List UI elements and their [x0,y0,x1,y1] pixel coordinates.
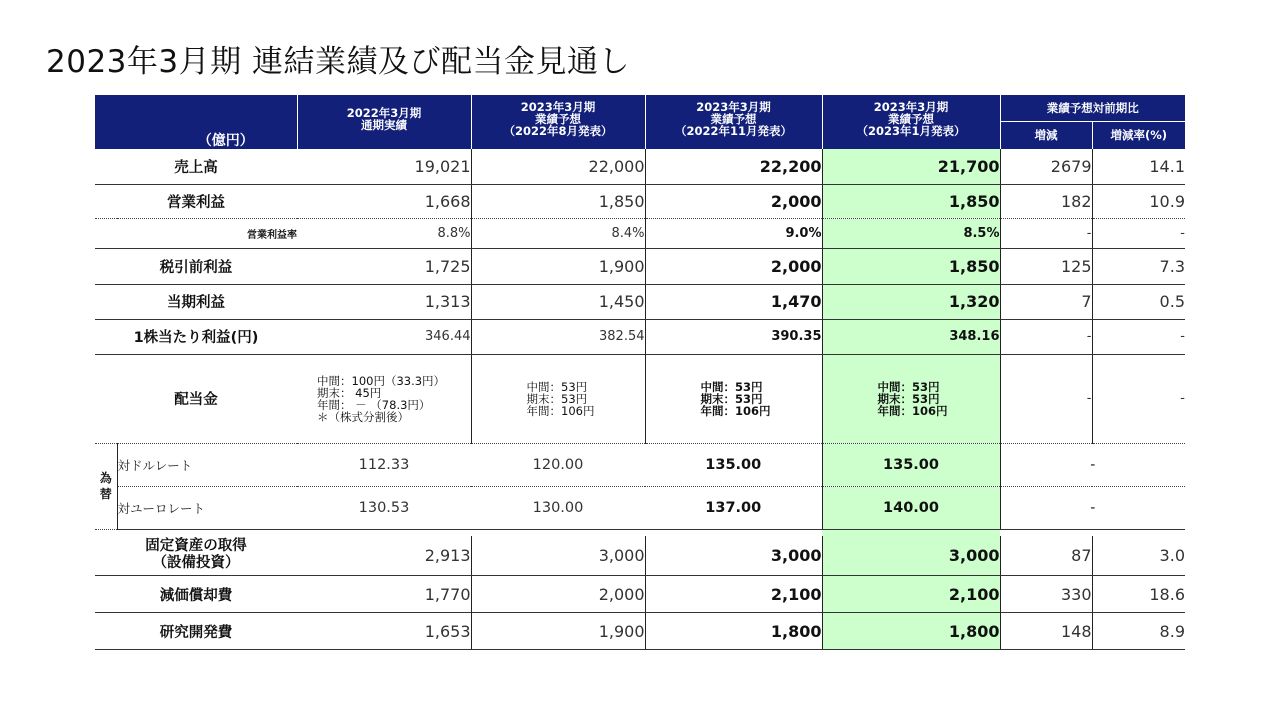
cell-aug: 1,900 [471,613,645,650]
cell-actual: 19,021 [297,149,471,184]
row-label: 配当金 [95,354,297,443]
cell-jan: 21,700 [822,149,1000,184]
cell-jan: 1,850 [822,184,1000,218]
cell-aug: 8.4% [471,218,645,248]
cell-aug: 2,000 [471,576,645,613]
row-depreciation [95,576,1185,613]
cell-actual: 1,725 [297,248,471,284]
cell-diff: - [1000,354,1092,443]
row-label: 売上高 [95,149,297,184]
cell-diff: 87 [1000,536,1092,576]
cell-jan: 140.00 [822,486,1000,529]
cell-rate: 0.5 [1092,284,1185,319]
cell-nov: 9.0% [645,218,822,248]
cell-jan: 135.00 [822,443,1000,486]
cell-actual: 中間：100円（33.3円） 期末： 45円 年間： － （78.3円） ＊（株式分割後） [297,354,471,443]
results-table [95,95,1185,650]
cell-rate: 3.0 [1092,536,1185,576]
cell-nov: 中間：53円 期末：53円 年間：106円 [645,354,822,443]
cell-aug: 130.00 [471,486,645,529]
cell-aug: 1,450 [471,284,645,319]
cell-actual: 1,770 [297,576,471,613]
fx-side-label: 為 替 [95,443,117,529]
row-label: 対ユーロレート [117,486,297,529]
col-header-actual: 2022年3月期 通期実績 [297,95,471,149]
cell-compare: - [1000,486,1185,529]
col-header-jan: 2023年3月期 業績予想 （2023年1月発表） [822,95,1000,149]
cell-jan: 3,000 [822,536,1000,576]
cell-diff: 148 [1000,613,1092,650]
cell-jan: 8.5% [822,218,1000,248]
row-capex [95,536,1185,576]
cell-jan: 1,800 [822,613,1000,650]
cell-nov: 2,100 [645,576,822,613]
cell-actual: 1,313 [297,284,471,319]
cell-jan: 2,100 [822,576,1000,613]
row-sales [95,149,1185,184]
cell-rate: 7.3 [1092,248,1185,284]
cell-rate: 8.9 [1092,613,1185,650]
cell-rate: 14.1 [1092,149,1185,184]
row-label: 営業利益 [95,184,297,218]
row-label: 研究開発費 [95,613,297,650]
cell-compare: - [1000,443,1185,486]
cell-diff: 330 [1000,576,1092,613]
cell-actual: 2,913 [297,536,471,576]
cell-diff: - [1000,218,1092,248]
cell-actual: 1,668 [297,184,471,218]
cell-nov: 135.00 [645,443,822,486]
cell-actual: 1,653 [297,613,471,650]
cell-actual: 130.53 [297,486,471,529]
cell-nov: 1,470 [645,284,822,319]
cell-diff: 2679 [1000,149,1092,184]
cell-nov: 2,000 [645,184,822,218]
row-label: 1株当たり利益(円) [95,319,297,354]
row-rnd [95,613,1185,650]
page-title: 2023年3月期 連結業績及び配当金見通し [46,44,630,80]
row-pretax-profit [95,248,1185,284]
cell-rate: - [1092,218,1185,248]
cell-nov: 137.00 [645,486,822,529]
cell-jan: 348.16 [822,319,1000,354]
cell-diff: 125 [1000,248,1092,284]
cell-rate: 10.9 [1092,184,1185,218]
cell-diff: - [1000,319,1092,354]
row-eps [95,319,1185,354]
cell-actual: 346.44 [297,319,471,354]
row-net-profit [95,284,1185,319]
cell-nov: 1,800 [645,613,822,650]
sub-header-diff: 増減 [1000,121,1092,149]
cell-rate: - [1092,319,1185,354]
col-header-aug: 2023年3月期 業績予想 （2022年8月発表） [471,95,645,149]
cell-rate: 18.6 [1092,576,1185,613]
cell-nov: 22,200 [645,149,822,184]
row-fx-usd [95,443,1185,486]
cell-aug: 1,900 [471,248,645,284]
cell-rate: - [1092,354,1185,443]
cell-nov: 2,000 [645,248,822,284]
cell-aug: 1,850 [471,184,645,218]
row-label: 当期利益 [95,284,297,319]
row-label: 固定資産の取得 （設備投資） [95,536,297,576]
cell-actual: 112.33 [297,443,471,486]
sub-header-rate: 増減率(%) [1092,121,1185,149]
row-dividend [95,354,1185,443]
cell-actual: 8.8% [297,218,471,248]
unit-header: （億円） [95,95,297,149]
row-operating-profit [95,184,1185,218]
cell-aug: 120.00 [471,443,645,486]
cell-aug: 22,000 [471,149,645,184]
cell-jan: 1,850 [822,248,1000,284]
row-label: 税引前利益 [95,248,297,284]
row-label: 対ドルレート [117,443,297,486]
row-label: 減価償却費 [95,576,297,613]
cell-jan: 中間：53円 期末：53円 年間：106円 [822,354,1000,443]
col-header-nov: 2023年3月期 業績予想 （2022年11月発表） [645,95,822,149]
compare-header: 業績予想対前期比 [1000,95,1185,121]
row-fx-eur [95,486,1185,529]
cell-aug: 382.54 [471,319,645,354]
cell-nov: 3,000 [645,536,822,576]
cell-aug: 3,000 [471,536,645,576]
row-label: 営業利益率 [95,218,297,248]
cell-aug: 中間：53円 期末：53円 年間：106円 [471,354,645,443]
cell-nov: 390.35 [645,319,822,354]
cell-diff: 182 [1000,184,1092,218]
cell-diff: 7 [1000,284,1092,319]
cell-jan: 1,320 [822,284,1000,319]
row-operating-margin [95,218,1185,248]
